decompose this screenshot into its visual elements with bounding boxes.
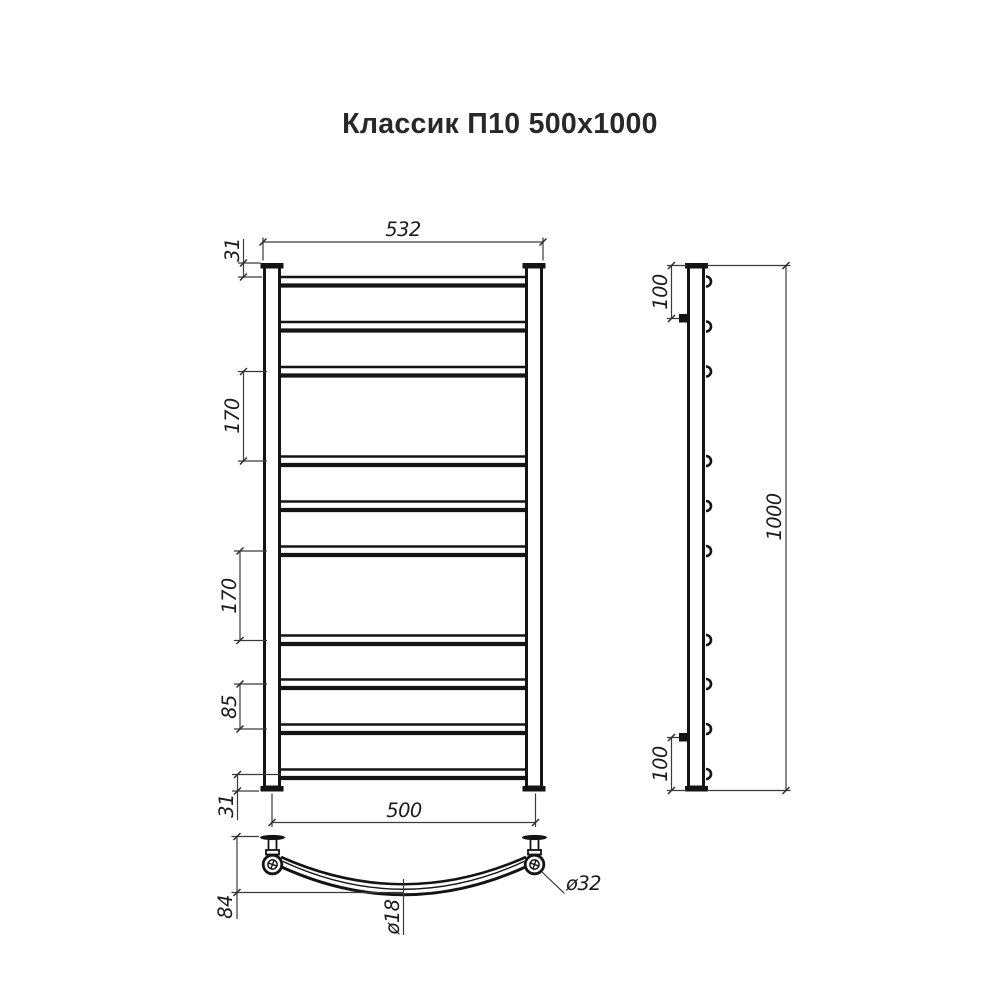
side-bar-cap-top — [685, 263, 708, 269]
dim-top-offset — [221, 238, 262, 277]
dim-rail-spacing-label: 85 — [218, 695, 241, 719]
dim-overall-height-label: 1000 — [763, 493, 786, 541]
wall-bracket-bottom — [679, 733, 687, 742]
dim-lower-gap-label: 170 — [218, 578, 241, 614]
dim-upper-gap — [221, 372, 267, 462]
dim-overall-width-label: 532 — [385, 218, 421, 241]
side-view — [649, 263, 791, 792]
stanchion-right-body — [527, 267, 542, 787]
dim-bottom-offset-label: 31 — [215, 794, 238, 818]
dimension-ticks — [234, 239, 790, 897]
front-view — [215, 218, 546, 827]
side-bar-cap-bottom — [685, 786, 708, 792]
bottom-view — [214, 835, 601, 936]
dim-rail-diameter — [381, 879, 404, 935]
dim-rail-spacing — [218, 684, 267, 729]
dim-bottom-bracket — [649, 738, 687, 791]
stanchion-right-cap-top — [523, 263, 546, 269]
dim-upper-gap-label: 170 — [221, 398, 244, 434]
stanchion-left-cap-bottom — [261, 786, 284, 792]
dim-axis-width-label: 500 — [386, 799, 422, 822]
stanchion-left-cap-top — [261, 263, 284, 269]
wall-bracket-top — [679, 314, 687, 323]
dim-rail-diameter-label: ø18 — [381, 899, 404, 935]
rail-top-lines — [281, 277, 525, 770]
page-title: Классик П10 500x1000 — [342, 108, 658, 140]
dim-wall-clearance-label: 84 — [214, 895, 237, 919]
foot-right-wall-plate — [522, 835, 547, 840]
dim-top-offset-label: 31 — [221, 238, 244, 262]
dim-lower-gap — [218, 551, 267, 641]
stanchion-right — [523, 263, 546, 792]
dim-top-bracket — [649, 266, 687, 319]
dim-axis-width — [272, 794, 536, 828]
dim-overall-height — [707, 266, 791, 791]
foot-right — [522, 835, 547, 874]
dim-bottom-offset — [215, 775, 281, 821]
dim-top-bracket-label: 100 — [649, 274, 672, 310]
stanchion-left-body — [265, 267, 280, 787]
rail-bottom-lines — [281, 286, 525, 779]
dim-post-diameter — [542, 872, 601, 895]
foot-left — [260, 835, 285, 874]
stanchion-left — [261, 263, 284, 792]
dim-bottom-bracket-label: 100 — [649, 746, 672, 782]
dim-overall-width — [263, 218, 543, 261]
foot-left-wall-plate — [260, 835, 285, 840]
foot-left-stem — [269, 839, 277, 851]
rail-end-bumps — [706, 277, 711, 780]
dim-post-diameter-label: ø32 — [566, 872, 601, 895]
stanchion-right-cap-bottom — [523, 786, 546, 792]
foot-right-stem — [531, 839, 539, 851]
side-bar-body — [689, 267, 704, 787]
